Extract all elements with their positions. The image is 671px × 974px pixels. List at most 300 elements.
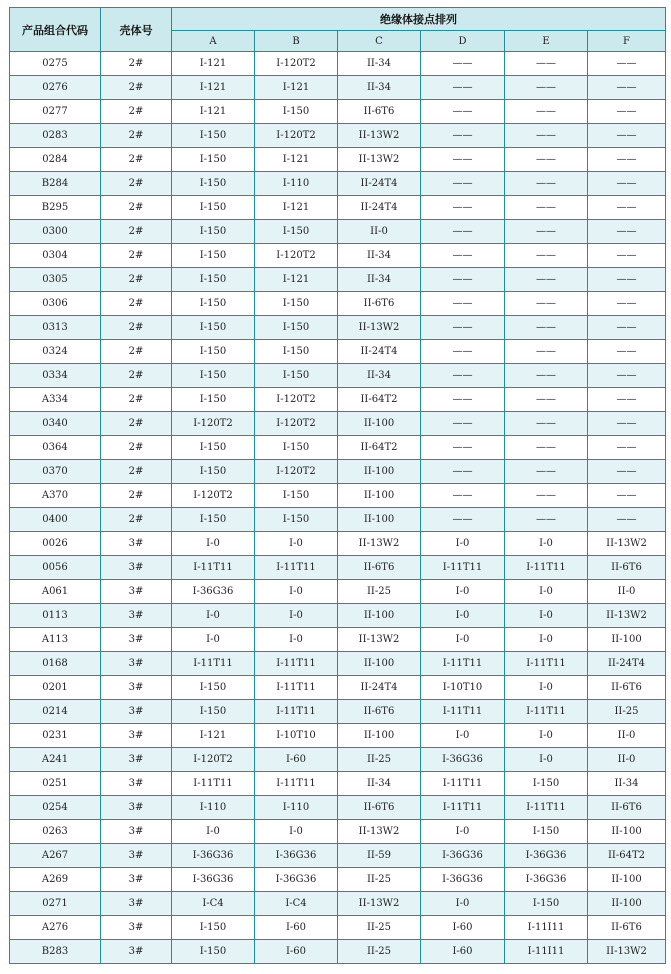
cell-a: I-150: [172, 148, 255, 172]
cell-product-code: A267: [10, 844, 101, 868]
cell-d: I-11T11: [421, 796, 505, 820]
header-shell-number: 壳体号: [101, 8, 172, 52]
cell-c: II-34: [338, 772, 421, 796]
cell-product-code: 0313: [10, 316, 101, 340]
cell-c: II-25: [338, 580, 421, 604]
cell-a: I-36G36: [172, 868, 255, 892]
cell-b: I-150: [255, 364, 338, 388]
cell-shell-number: 2#: [101, 388, 172, 412]
cell-shell-number: 3#: [101, 628, 172, 652]
cell-a: I-120T2: [172, 748, 255, 772]
cell-shell-number: 3#: [101, 652, 172, 676]
cell-a: I-11T11: [172, 556, 255, 580]
cell-c: II-24T4: [338, 196, 421, 220]
cell-d: ——: [421, 364, 505, 388]
cell-f: ——: [588, 364, 666, 388]
table-row: [10, 460, 666, 484]
cell-product-code: 0026: [10, 532, 101, 556]
cell-d: ——: [421, 460, 505, 484]
cell-e: ——: [505, 268, 588, 292]
header-col-a: A: [172, 31, 255, 52]
cell-f: ——: [588, 172, 666, 196]
cell-a: I-150: [172, 244, 255, 268]
cell-shell-number: 3#: [101, 748, 172, 772]
cell-b: I-150: [255, 340, 338, 364]
cell-d: ——: [421, 316, 505, 340]
cell-d: ——: [421, 484, 505, 508]
table-row: [10, 220, 666, 244]
cell-shell-number: 2#: [101, 436, 172, 460]
cell-a: I-150: [172, 700, 255, 724]
cell-e: I-0: [505, 532, 588, 556]
table-row: [10, 340, 666, 364]
cell-a: I-150: [172, 268, 255, 292]
cell-f: ——: [588, 244, 666, 268]
cell-b: I-150: [255, 484, 338, 508]
cell-b: I-0: [255, 628, 338, 652]
cell-b: I-0: [255, 604, 338, 628]
cell-c: II-34: [338, 364, 421, 388]
cell-e: I-11I11: [505, 916, 588, 940]
cell-b: I-121: [255, 196, 338, 220]
cell-c: II-25: [338, 868, 421, 892]
cell-d: ——: [421, 124, 505, 148]
cell-b: I-60: [255, 940, 338, 964]
cell-d: ——: [421, 340, 505, 364]
cell-shell-number: 2#: [101, 148, 172, 172]
cell-a: I-150: [172, 172, 255, 196]
cell-e: ——: [505, 52, 588, 76]
cell-f: II-13W2: [588, 532, 666, 556]
cell-c: II-24T4: [338, 340, 421, 364]
cell-e: ——: [505, 436, 588, 460]
cell-shell-number: 2#: [101, 172, 172, 196]
cell-c: II-13W2: [338, 124, 421, 148]
cell-f: II-6T6: [588, 916, 666, 940]
table-row: [10, 100, 666, 124]
cell-product-code: 0254: [10, 796, 101, 820]
cell-shell-number: 3#: [101, 868, 172, 892]
cell-b: I-60: [255, 916, 338, 940]
cell-product-code: A061: [10, 580, 101, 604]
table-row: [10, 52, 666, 76]
cell-a: I-150: [172, 196, 255, 220]
table-row: [10, 76, 666, 100]
cell-e: I-36G36: [505, 868, 588, 892]
table-row: [10, 436, 666, 460]
cell-a: I-121: [172, 76, 255, 100]
cell-b: I-120T2: [255, 52, 338, 76]
cell-e: ——: [505, 484, 588, 508]
cell-product-code: 0304: [10, 244, 101, 268]
table-row: [10, 388, 666, 412]
cell-shell-number: 3#: [101, 724, 172, 748]
cell-d: I-11T11: [421, 556, 505, 580]
cell-e: I-150: [505, 772, 588, 796]
cell-shell-number: 3#: [101, 892, 172, 916]
cell-product-code: 0168: [10, 652, 101, 676]
cell-shell-number: 2#: [101, 52, 172, 76]
cell-b: I-150: [255, 220, 338, 244]
cell-c: II-100: [338, 604, 421, 628]
cell-c: II-34: [338, 52, 421, 76]
cell-f: ——: [588, 220, 666, 244]
cell-b: I-121: [255, 148, 338, 172]
cell-f: ——: [588, 100, 666, 124]
cell-a: I-150: [172, 124, 255, 148]
cell-d: I-11T11: [421, 652, 505, 676]
cell-shell-number: 2#: [101, 100, 172, 124]
cell-a: I-150: [172, 388, 255, 412]
cell-c: II-24T4: [338, 172, 421, 196]
cell-f: II-0: [588, 748, 666, 772]
cell-c: II-13W2: [338, 892, 421, 916]
cell-a: I-C4: [172, 892, 255, 916]
cell-d: ——: [421, 388, 505, 412]
cell-a: I-121: [172, 100, 255, 124]
cell-f: II-0: [588, 724, 666, 748]
cell-d: ——: [421, 244, 505, 268]
table-row: [10, 292, 666, 316]
cell-f: ——: [588, 196, 666, 220]
cell-shell-number: 2#: [101, 76, 172, 100]
cell-c: II-13W2: [338, 820, 421, 844]
cell-e: ——: [505, 508, 588, 532]
cell-f: II-24T4: [588, 652, 666, 676]
cell-d: I-11T11: [421, 700, 505, 724]
cell-a: I-120T2: [172, 484, 255, 508]
cell-a: I-121: [172, 52, 255, 76]
header-col-b: B: [255, 31, 338, 52]
cell-shell-number: 2#: [101, 124, 172, 148]
cell-e: ——: [505, 76, 588, 100]
table-row: [10, 484, 666, 508]
cell-shell-number: 2#: [101, 340, 172, 364]
cell-f: II-100: [588, 868, 666, 892]
cell-b: I-110: [255, 172, 338, 196]
cell-c: II-6T6: [338, 100, 421, 124]
header-product-code: 产品组合代码: [10, 8, 101, 52]
cell-product-code: 0364: [10, 436, 101, 460]
cell-a: I-120T2: [172, 412, 255, 436]
cell-e: I-0: [505, 748, 588, 772]
cell-c: II-25: [338, 940, 421, 964]
cell-shell-number: 3#: [101, 580, 172, 604]
cell-e: ——: [505, 460, 588, 484]
cell-f: ——: [588, 340, 666, 364]
cell-c: II-100: [338, 508, 421, 532]
cell-product-code: 0334: [10, 364, 101, 388]
cell-product-code: 0231: [10, 724, 101, 748]
table-row: [10, 172, 666, 196]
cell-e: I-11T11: [505, 556, 588, 580]
cell-b: I-150: [255, 100, 338, 124]
cell-shell-number: 3#: [101, 772, 172, 796]
table-row: [10, 244, 666, 268]
cell-d: ——: [421, 100, 505, 124]
table-body: [10, 52, 666, 964]
table-row: [10, 316, 666, 340]
cell-a: I-36G36: [172, 844, 255, 868]
table-row: [10, 604, 666, 628]
table-row: [10, 844, 666, 868]
cell-c: II-0: [338, 220, 421, 244]
cell-e: ——: [505, 244, 588, 268]
cell-shell-number: 2#: [101, 484, 172, 508]
cell-d: ——: [421, 196, 505, 220]
cell-b: I-121: [255, 268, 338, 292]
cell-e: I-0: [505, 628, 588, 652]
cell-e: ——: [505, 388, 588, 412]
cell-e: I-150: [505, 820, 588, 844]
cell-product-code: 0277: [10, 100, 101, 124]
cell-d: I-0: [421, 724, 505, 748]
table-row: [10, 196, 666, 220]
cell-shell-number: 2#: [101, 316, 172, 340]
cell-f: ——: [588, 292, 666, 316]
table-row: [10, 940, 666, 964]
cell-c: II-100: [338, 652, 421, 676]
cell-product-code: 0306: [10, 292, 101, 316]
cell-shell-number: 3#: [101, 556, 172, 580]
cell-a: I-150: [172, 220, 255, 244]
cell-f: ——: [588, 436, 666, 460]
cell-f: ——: [588, 148, 666, 172]
cell-d: I-0: [421, 892, 505, 916]
cell-e: ——: [505, 172, 588, 196]
table-row: [10, 124, 666, 148]
cell-c: II-34: [338, 76, 421, 100]
cell-shell-number: 3#: [101, 700, 172, 724]
cell-product-code: 0271: [10, 892, 101, 916]
cell-b: I-36G36: [255, 868, 338, 892]
cell-a: I-11T11: [172, 772, 255, 796]
cell-e: ——: [505, 100, 588, 124]
cell-e: ——: [505, 292, 588, 316]
cell-e: I-0: [505, 604, 588, 628]
cell-product-code: 0251: [10, 772, 101, 796]
cell-product-code: A269: [10, 868, 101, 892]
table-row: [10, 412, 666, 436]
cell-b: I-10T10: [255, 724, 338, 748]
cell-b: I-120T2: [255, 460, 338, 484]
cell-d: I-36G36: [421, 748, 505, 772]
cell-e: I-11I11: [505, 940, 588, 964]
cell-f: II-64T2: [588, 844, 666, 868]
cell-b: I-0: [255, 532, 338, 556]
cell-b: I-110: [255, 796, 338, 820]
cell-product-code: A334: [10, 388, 101, 412]
cell-d: I-60: [421, 916, 505, 940]
cell-f: II-6T6: [588, 796, 666, 820]
cell-f: II-13W2: [588, 604, 666, 628]
cell-e: I-36G36: [505, 844, 588, 868]
cell-c: II-13W2: [338, 532, 421, 556]
table-row: [10, 820, 666, 844]
cell-shell-number: 2#: [101, 364, 172, 388]
cell-c: II-100: [338, 460, 421, 484]
cell-c: II-6T6: [338, 700, 421, 724]
cell-c: II-25: [338, 916, 421, 940]
cell-c: II-34: [338, 268, 421, 292]
table-row: [10, 748, 666, 772]
table-row: [10, 532, 666, 556]
cell-shell-number: 2#: [101, 412, 172, 436]
cell-b: I-150: [255, 316, 338, 340]
cell-e: ——: [505, 340, 588, 364]
cell-f: ——: [588, 388, 666, 412]
cell-f: II-6T6: [588, 676, 666, 700]
cell-product-code: 0276: [10, 76, 101, 100]
cell-b: I-120T2: [255, 244, 338, 268]
cell-e: ——: [505, 148, 588, 172]
cell-shell-number: 3#: [101, 820, 172, 844]
cell-b: I-11T11: [255, 700, 338, 724]
cell-product-code: 0275: [10, 52, 101, 76]
cell-d: I-0: [421, 820, 505, 844]
cell-a: I-150: [172, 508, 255, 532]
cell-b: I-11T11: [255, 652, 338, 676]
cell-e: ——: [505, 316, 588, 340]
cell-product-code: A276: [10, 916, 101, 940]
header-col-d: D: [421, 31, 505, 52]
cell-product-code: 0324: [10, 340, 101, 364]
table-row: [10, 580, 666, 604]
cell-e: I-11T11: [505, 796, 588, 820]
cell-f: II-13W2: [588, 940, 666, 964]
cell-c: II-13W2: [338, 316, 421, 340]
cell-product-code: 0201: [10, 676, 101, 700]
cell-f: ——: [588, 316, 666, 340]
cell-d: I-11T11: [421, 772, 505, 796]
cell-c: II-13W2: [338, 628, 421, 652]
table-row: [10, 772, 666, 796]
cell-b: I-0: [255, 820, 338, 844]
cell-shell-number: 2#: [101, 292, 172, 316]
cell-c: II-100: [338, 412, 421, 436]
cell-shell-number: 2#: [101, 460, 172, 484]
cell-product-code: 0284: [10, 148, 101, 172]
cell-shell-number: 2#: [101, 508, 172, 532]
cell-product-code: 0283: [10, 124, 101, 148]
cell-b: I-120T2: [255, 124, 338, 148]
cell-product-code: B295: [10, 196, 101, 220]
cell-b: I-11T11: [255, 556, 338, 580]
cell-f: II-6T6: [588, 556, 666, 580]
cell-c: II-64T2: [338, 436, 421, 460]
cell-a: I-110: [172, 796, 255, 820]
cell-c: II-34: [338, 244, 421, 268]
cell-product-code: 0400: [10, 508, 101, 532]
cell-a: I-11T11: [172, 652, 255, 676]
cell-a: I-150: [172, 316, 255, 340]
cell-f: II-100: [588, 820, 666, 844]
cell-e: ——: [505, 124, 588, 148]
cell-product-code: A113: [10, 628, 101, 652]
cell-f: II-100: [588, 628, 666, 652]
cell-e: ——: [505, 412, 588, 436]
cell-shell-number: 2#: [101, 196, 172, 220]
cell-b: I-150: [255, 436, 338, 460]
cell-b: I-120T2: [255, 412, 338, 436]
cell-d: ——: [421, 76, 505, 100]
cell-a: I-150: [172, 940, 255, 964]
cell-a: I-150: [172, 364, 255, 388]
cell-d: ——: [421, 172, 505, 196]
header-col-f: F: [588, 31, 666, 52]
cell-product-code: 0370: [10, 460, 101, 484]
cell-f: ——: [588, 52, 666, 76]
table-row: [10, 892, 666, 916]
cell-b: I-150: [255, 508, 338, 532]
cell-shell-number: 3#: [101, 532, 172, 556]
cell-product-code: 0113: [10, 604, 101, 628]
cell-a: I-150: [172, 676, 255, 700]
cell-d: ——: [421, 148, 505, 172]
cell-e: I-0: [505, 676, 588, 700]
cell-c: II-59: [338, 844, 421, 868]
cell-shell-number: 3#: [101, 676, 172, 700]
cell-b: I-C4: [255, 892, 338, 916]
cell-b: I-150: [255, 292, 338, 316]
cell-d: ——: [421, 220, 505, 244]
cell-e: ——: [505, 220, 588, 244]
cell-e: I-0: [505, 580, 588, 604]
cell-shell-number: 2#: [101, 244, 172, 268]
cell-shell-number: 3#: [101, 604, 172, 628]
cell-a: I-0: [172, 820, 255, 844]
cell-f: ——: [588, 460, 666, 484]
cell-a: I-0: [172, 604, 255, 628]
cell-a: I-150: [172, 460, 255, 484]
cell-d: I-36G36: [421, 868, 505, 892]
cell-b: I-11T11: [255, 772, 338, 796]
cell-c: II-6T6: [338, 292, 421, 316]
cell-product-code: 0300: [10, 220, 101, 244]
cell-a: I-0: [172, 532, 255, 556]
cell-f: ——: [588, 508, 666, 532]
cell-e: I-150: [505, 892, 588, 916]
cell-e: I-11T11: [505, 652, 588, 676]
cell-d: I-0: [421, 580, 505, 604]
cell-product-code: 0214: [10, 700, 101, 724]
cell-d: ——: [421, 508, 505, 532]
cell-a: I-0: [172, 628, 255, 652]
cell-b: I-0: [255, 580, 338, 604]
header-col-c: C: [338, 31, 421, 52]
table-row: [10, 628, 666, 652]
table-row: [10, 724, 666, 748]
table-row: [10, 556, 666, 580]
cell-b: I-60: [255, 748, 338, 772]
header-insulator-arrangement: 绝缘体接点排列: [172, 8, 666, 31]
cell-e: I-11T11: [505, 700, 588, 724]
cell-a: I-150: [172, 292, 255, 316]
cell-f: II-0: [588, 580, 666, 604]
cell-f: ——: [588, 412, 666, 436]
table-row: [10, 508, 666, 532]
table-row: [10, 916, 666, 940]
table-row: [10, 700, 666, 724]
cell-product-code: B284: [10, 172, 101, 196]
header-col-e: E: [505, 31, 588, 52]
cell-d: I-36G36: [421, 844, 505, 868]
cell-c: II-25: [338, 748, 421, 772]
cell-f: ——: [588, 484, 666, 508]
cell-e: ——: [505, 196, 588, 220]
table-row: [10, 868, 666, 892]
cell-f: II-34: [588, 772, 666, 796]
